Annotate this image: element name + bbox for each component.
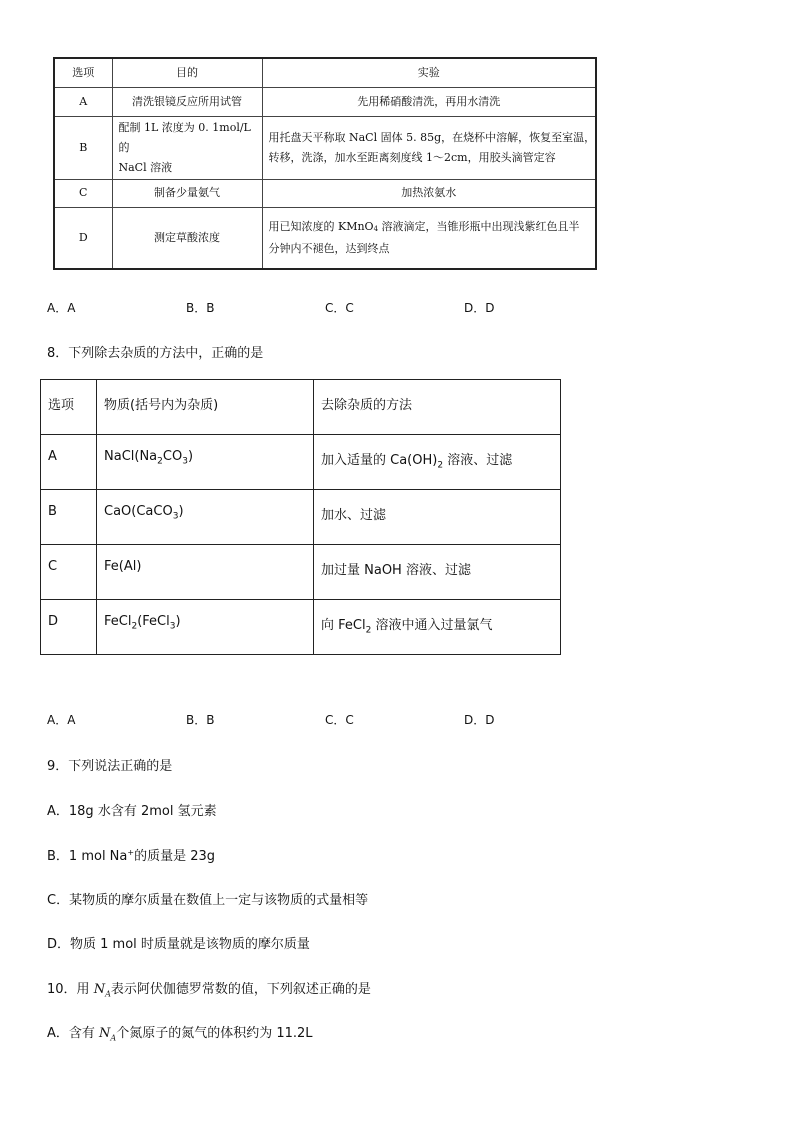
q8-stem: 8．下列除去杂质的方法中，正确的是 — [47, 346, 264, 361]
header-substance: 物质(括号内为杂质) — [97, 380, 314, 435]
row-option: A — [41, 435, 97, 490]
row-option: D — [41, 600, 97, 655]
row-experiment: 先用稀硝酸清洗，再用水清洗 — [262, 87, 596, 116]
subscript: 4 — [373, 224, 379, 233]
table-row — [54, 207, 596, 269]
row-purpose: 制备少量氨气 — [112, 179, 262, 207]
table-row — [41, 600, 561, 655]
purpose-line: NaCl 溶液 — [118, 160, 173, 174]
text-run: CO — [162, 449, 183, 464]
row-method: 加水、过滤 — [314, 490, 561, 545]
header-option: 选项 — [54, 58, 112, 87]
text-run: B．1 mol Na — [47, 849, 128, 864]
table-header-row — [41, 380, 561, 435]
text-run: ) — [175, 614, 181, 629]
choice-b[interactable]: B．B — [186, 301, 215, 315]
avogadro-symbol — [94, 982, 111, 997]
row-option: A — [54, 87, 112, 116]
row-substance — [97, 600, 314, 655]
table-row — [54, 179, 596, 207]
table-row — [54, 87, 596, 116]
text-run: CaO(CaCO — [104, 504, 173, 519]
text-run: 向 FeCl — [321, 618, 366, 633]
subscript: 2 — [157, 456, 163, 467]
table-row — [41, 490, 561, 545]
choice-d[interactable]: D．D — [464, 301, 495, 315]
text-run: 溶液、过滤 — [443, 453, 513, 468]
row-option: C — [54, 179, 112, 207]
text-run: 10．用 — [47, 982, 94, 997]
avogadro-symbol — [99, 1026, 116, 1041]
choice-c[interactable]: C．C — [325, 301, 354, 315]
q10-stem — [47, 978, 371, 999]
row-option: D — [54, 207, 112, 269]
row-method — [314, 600, 561, 655]
q8-choices — [47, 711, 607, 727]
row-experiment — [262, 116, 596, 179]
text-run: FeCl — [104, 614, 132, 629]
table-row — [54, 116, 596, 179]
subscript: 3 — [182, 456, 188, 467]
row-purpose: 测定草酸浓度 — [112, 207, 262, 269]
text-run: 的质量是 23g — [134, 849, 216, 864]
q9-stem: 9．下列说法正确的是 — [47, 759, 173, 774]
row-substance — [97, 490, 314, 545]
row-option: B — [41, 490, 97, 545]
choice-a[interactable]: A．A — [47, 301, 76, 315]
experiment-line — [269, 217, 590, 239]
subscript: 2 — [365, 625, 372, 636]
text-run: 溶液中通入过量氯气 — [371, 618, 493, 633]
purpose-line: 配制 1L 浓度为 0. 1mol/L 的 — [118, 120, 251, 154]
text-run: 溶液滴定，当锥形瓶中出现浅紫红色且半 — [378, 219, 580, 233]
q9-option-c[interactable]: C．某物质的摩尔质量在数值上一定与该物质的式量相等 — [47, 893, 369, 908]
subscript: A — [110, 1033, 117, 1043]
q9-option-b[interactable] — [47, 845, 215, 864]
row-substance: Fe(Al) — [97, 545, 314, 600]
superscript: + — [127, 848, 135, 857]
row-purpose: 清洗银镜反应所用试管 — [112, 87, 262, 116]
header-purpose: 目的 — [112, 58, 262, 87]
subscript: 3 — [169, 621, 176, 632]
text-run: N — [93, 982, 106, 997]
text-run: 个氮原子的氮气的体积约为 11.2L — [116, 1026, 313, 1041]
text-run: ) — [178, 504, 184, 519]
header-experiment: 实验 — [262, 58, 596, 87]
choice-c[interactable]: C．C — [325, 713, 354, 727]
subscript: 2 — [131, 621, 138, 632]
text-run: ) — [187, 449, 194, 464]
text-run: 加入适量的 Ca(OH) — [321, 453, 438, 468]
text-run: 用已知浓度的 KMnO — [268, 219, 374, 233]
table-row — [41, 545, 561, 600]
row-purpose — [112, 116, 262, 179]
experiment-line: 用托盘天平称取 NaCl 固体 5. 85g，在烧杯中溶解，恢复至室温， — [268, 130, 596, 144]
q9-option-a[interactable]: A．18g 水含有 2mol 氢元素 — [47, 804, 217, 819]
choice-b[interactable]: B．B — [186, 713, 215, 727]
row-substance — [97, 435, 314, 490]
experiment-line: 分钟内不褪色，达到终点 — [268, 241, 390, 255]
row-option: C — [41, 545, 97, 600]
text-run: A．含有 — [47, 1026, 100, 1041]
choice-d[interactable]: D．D — [464, 713, 495, 727]
experiment-line: 转移，洗涤，加水至距离刻度线 1～2cm，用胶头滴管定容 — [268, 150, 556, 164]
table-header-row — [54, 58, 596, 87]
row-experiment: 加热浓氨水 — [262, 179, 596, 207]
row-method: 加过量 NaOH 溶液、过滤 — [314, 545, 561, 600]
text-run: N — [99, 1026, 111, 1041]
choice-a[interactable]: A．A — [47, 713, 76, 727]
text-run: (FeCl — [137, 614, 170, 629]
subscript: 3 — [172, 511, 179, 522]
q9-option-d[interactable]: D．物质 1 mol 时质量就是该物质的摩尔质量 — [47, 937, 310, 952]
q10-option-a[interactable] — [47, 1022, 313, 1043]
subscript: 2 — [437, 460, 444, 471]
row-experiment — [262, 207, 596, 269]
header-method: 去除杂质的方法 — [314, 380, 561, 435]
header-option: 选项 — [41, 380, 97, 435]
row-method — [314, 435, 561, 490]
subscript: A — [105, 989, 111, 999]
row-option: B — [54, 116, 112, 179]
table-row — [41, 435, 561, 490]
q8-impurity-table — [40, 379, 561, 655]
q7-experiment-table — [53, 57, 597, 270]
text-run: NaCl(Na — [104, 449, 158, 464]
q7-choices — [47, 299, 607, 315]
text-run: 表示阿伏伽德罗常数的值，下列叙述正确的是 — [110, 982, 371, 997]
